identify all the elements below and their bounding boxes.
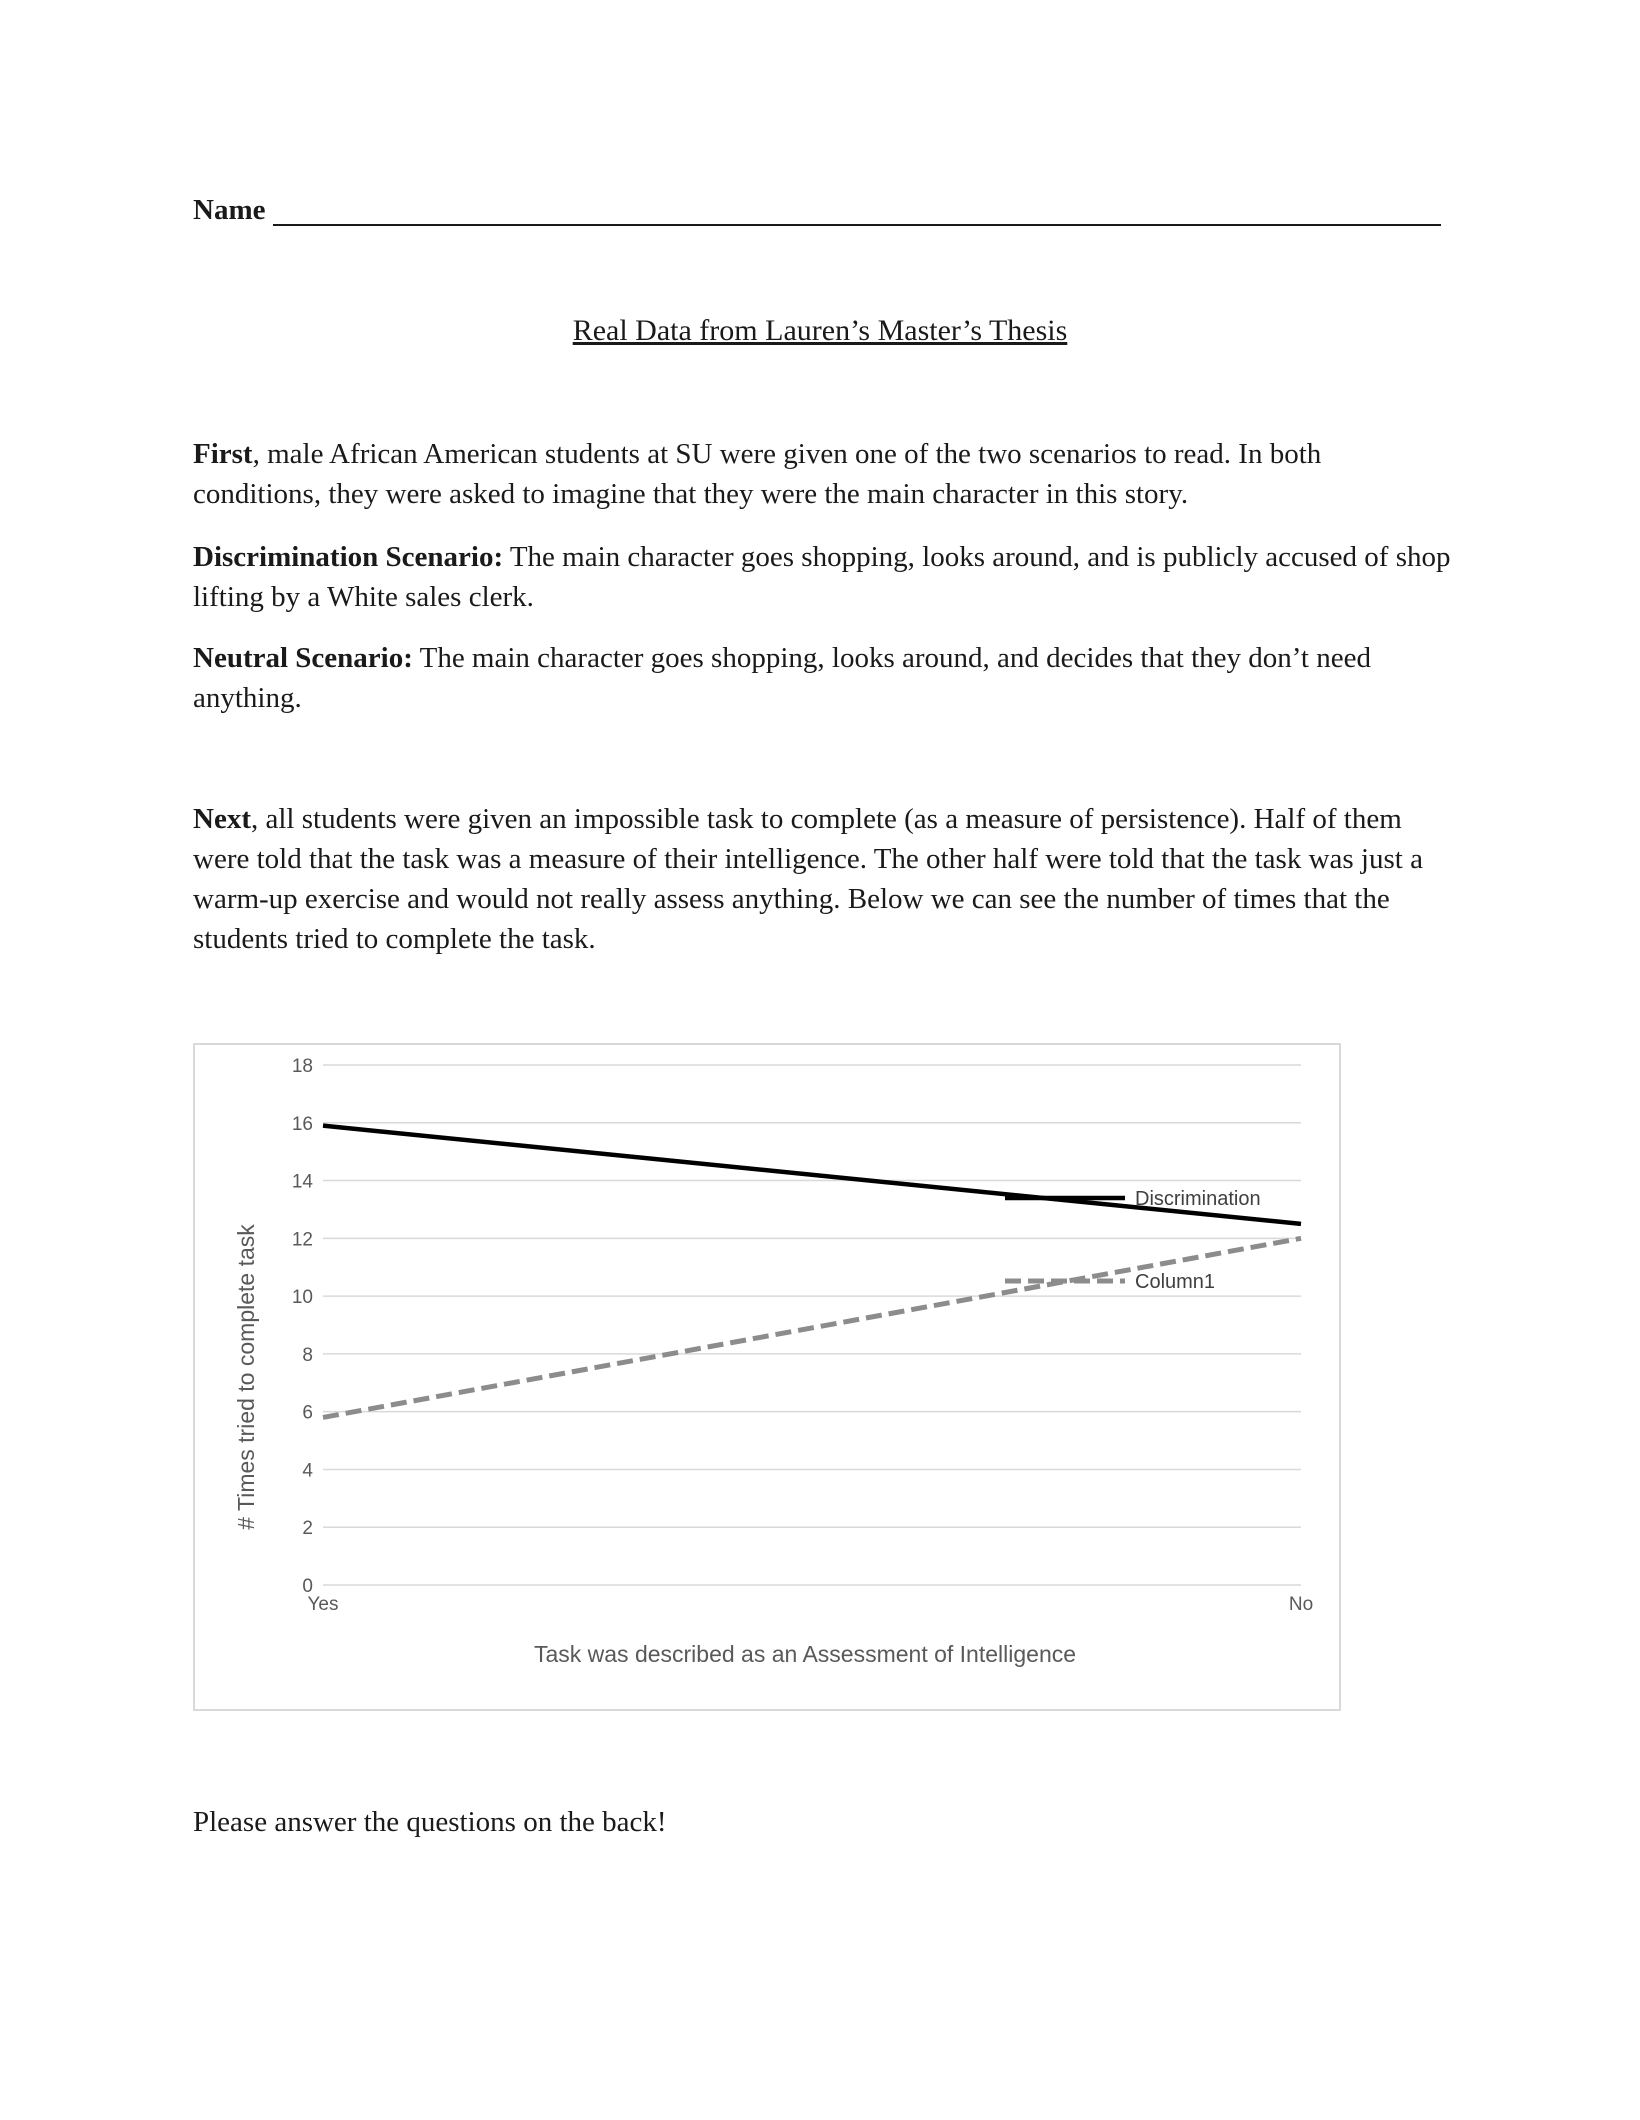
chart-y-tick-labels: [292, 1056, 314, 1597]
name-blank-line[interactable]: [273, 224, 1441, 226]
series-line: [323, 1238, 1301, 1417]
legend-label: Column1: [1135, 1271, 1216, 1293]
y-tick-label: 12: [291, 1229, 313, 1251]
legend-label: Discrimination: [1135, 1188, 1261, 1210]
y-tick-label: 10: [291, 1287, 313, 1309]
line-chart: [195, 1045, 1339, 1709]
x-tick-label: No: [1288, 1594, 1314, 1615]
y-tick-label: 8: [302, 1344, 313, 1366]
paragraph-first: [193, 434, 1453, 514]
chart-gridlines: [323, 1065, 1301, 1585]
y-tick-label: 4: [302, 1460, 313, 1482]
paragraph-next-lead: Next: [193, 803, 251, 835]
y-tick-label: 2: [302, 1518, 313, 1540]
paragraph-discrimination-text: The main character goes shopping, looks around, and is publicly accused of shop lifting by a White sales clerk.: [193, 541, 1451, 613]
chart-frame: [193, 1043, 1341, 1711]
name-label: Name: [193, 194, 266, 226]
closing-note: Please answer the questions on the back!: [193, 1806, 667, 1838]
chart-x-axis-title: Task was described as an Assessment of Intelligence: [533, 1641, 1077, 1667]
name-field-row: [193, 194, 1441, 234]
y-tick-label: 16: [291, 1113, 313, 1135]
paragraph-next-text: , all students were given an impossible task to complete (as a measure of persistence). Half of them were told that the task was a measure of their intelligence. The other half were told that the task was just a warm-up exercise and would not really assess anything. Below we can see the number of times that the students tried to complete the task.: [193, 803, 1423, 955]
paragraph-neutral-lead: Neutral Scenario:: [193, 642, 413, 674]
paragraph-neutral-text: The main character goes shopping, looks around, and decides that they don’t need anything.: [193, 642, 1371, 714]
y-tick-label: 0: [302, 1576, 313, 1597]
chart-legend: [1005, 1188, 1261, 1293]
y-tick-label: 18: [291, 1056, 313, 1077]
paragraph-first-lead: First: [193, 438, 253, 470]
paragraph-discrimination-lead: Discrimination Scenario:: [193, 541, 504, 573]
y-tick-label: 14: [291, 1171, 313, 1193]
chart-y-axis-title: # Times tried to complete task: [233, 1224, 259, 1530]
x-tick-label: Yes: [307, 1594, 339, 1615]
document-title: Real Data from Lauren’s Master’s Thesis: [572, 314, 1068, 347]
paragraph-neutral-scenario: [193, 638, 1453, 718]
paragraph-next: [193, 799, 1453, 959]
paragraph-discrimination-scenario: [193, 537, 1453, 617]
y-tick-label: 6: [302, 1402, 313, 1424]
chart-x-tick-labels: [308, 1594, 1314, 1615]
paragraph-first-text: , male African American students at SU were given one of the two scenarios to read. In both conditions, they were asked to imagine that they were the main character in this story.: [193, 438, 1322, 510]
